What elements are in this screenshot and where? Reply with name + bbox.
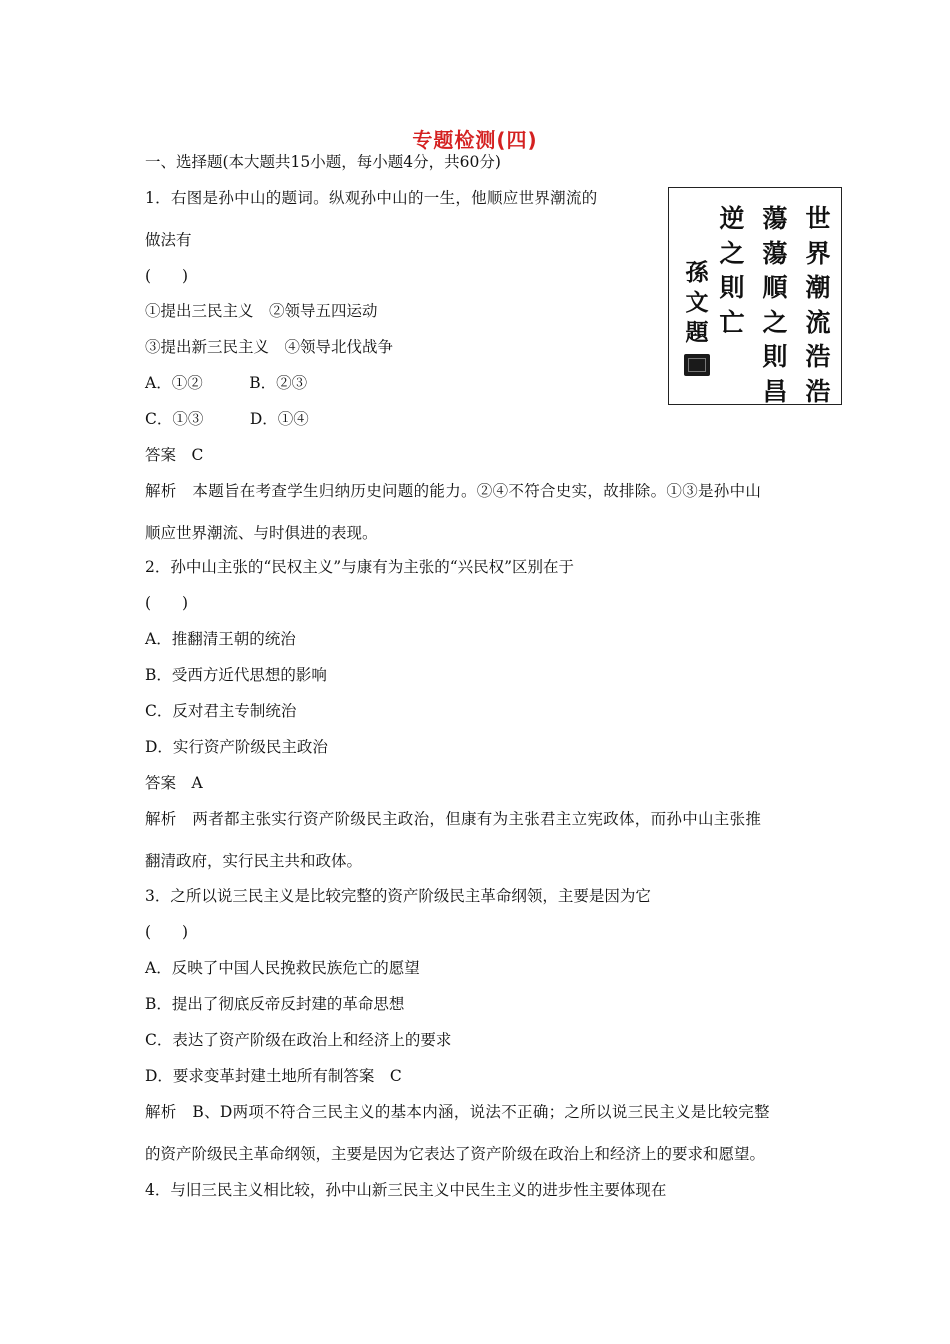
q3-option-c: C．表达了资产阶级在政治上和经济上的要求 <box>145 1031 452 1049</box>
q3-stem: 3．之所以说三民主义是比较完整的资产阶级民主革命纲领，主要是因为它 <box>145 887 651 905</box>
calligraphy-image <box>668 187 842 405</box>
q3-blank: ( ) <box>145 923 189 941</box>
calligraphy-column-1: 世界潮流浩浩 <box>805 204 831 406</box>
q1-explanation-line1: 解析 本题旨在考查学生归纳历史问题的能力。②④不符合史实，故排除。①③是孙中山 <box>145 482 762 500</box>
calligraphy-signature: 孫文題 <box>685 259 709 346</box>
q2-option-b: B．受西方近代思想的影响 <box>145 666 327 684</box>
q1-choices-ab: A．①② B．②③ <box>145 374 308 392</box>
q3-option-d-answer: D．要求变革封建土地所有制答案 C <box>145 1067 402 1085</box>
q1-blank: ( ) <box>145 267 189 285</box>
q2-explanation-line1: 解析 两者都主张实行资产阶级民主政治，但康有为主张君主立宪政体，而孙中山主张推 <box>145 810 762 828</box>
q2-option-c: C．反对君主专制统治 <box>145 702 297 720</box>
q2-blank: ( ) <box>145 594 189 612</box>
calligraphy-column-2: 蕩蕩順之則昌 <box>762 204 788 406</box>
q3-option-a: A．反映了中国人民挽救民族危亡的愿望 <box>145 959 420 977</box>
q2-option-a: A．推翻清王朝的统治 <box>145 630 296 648</box>
q2-stem: 2．孙中山主张的“民权主义”与康有为主张的“兴民权”区别在于 <box>145 558 575 576</box>
q1-option-line2: ③提出新三民主义 ④领导北伐战争 <box>145 338 394 356</box>
q4-stem: 4．与旧三民主义相比较，孙中山新三民主义中民生主义的进步性主要体现在 <box>145 1181 667 1199</box>
seal-stamp-icon <box>684 354 710 376</box>
section-heading: 一、选择题(本大题共15小题，每小题4分，共60分) <box>145 153 501 171</box>
q1-explanation-line2: 顺应世界潮流、与时俱进的表现。 <box>145 524 378 542</box>
q1-choices-cd: C．①③ D．①④ <box>145 410 309 428</box>
q3-explanation-line1: 解析 B、D两项不符合三民主义的基本内涵，说法不正确；之所以说三民主义是比较完整 <box>145 1103 770 1121</box>
q2-option-d: D．实行资产阶级民主政治 <box>145 738 328 756</box>
q1-stem-line1: 1．右图是孙中山的题词。纵观孙中山的一生，他顺应世界潮流的 <box>145 189 598 207</box>
q1-option-line1: ①提出三民主义 ②领导五四运动 <box>145 302 378 320</box>
q3-option-b: B．提出了彻底反帝反封建的革命思想 <box>145 995 405 1013</box>
page-title: 专题检测(四) <box>412 128 538 152</box>
q3-explanation-line2: 的资产阶级民主革命纲领，主要是因为它表达了资产阶级在政治上和经济上的要求和愿望。 <box>145 1145 766 1163</box>
q2-explanation-line2: 翻清政府，实行民主共和政体。 <box>145 852 363 870</box>
q2-answer: 答案 A <box>145 774 203 792</box>
calligraphy-column-3: 逆之則亡 <box>719 204 745 337</box>
q1-answer: 答案 C <box>145 446 204 464</box>
q1-stem-line2: 做法有 <box>145 231 192 249</box>
